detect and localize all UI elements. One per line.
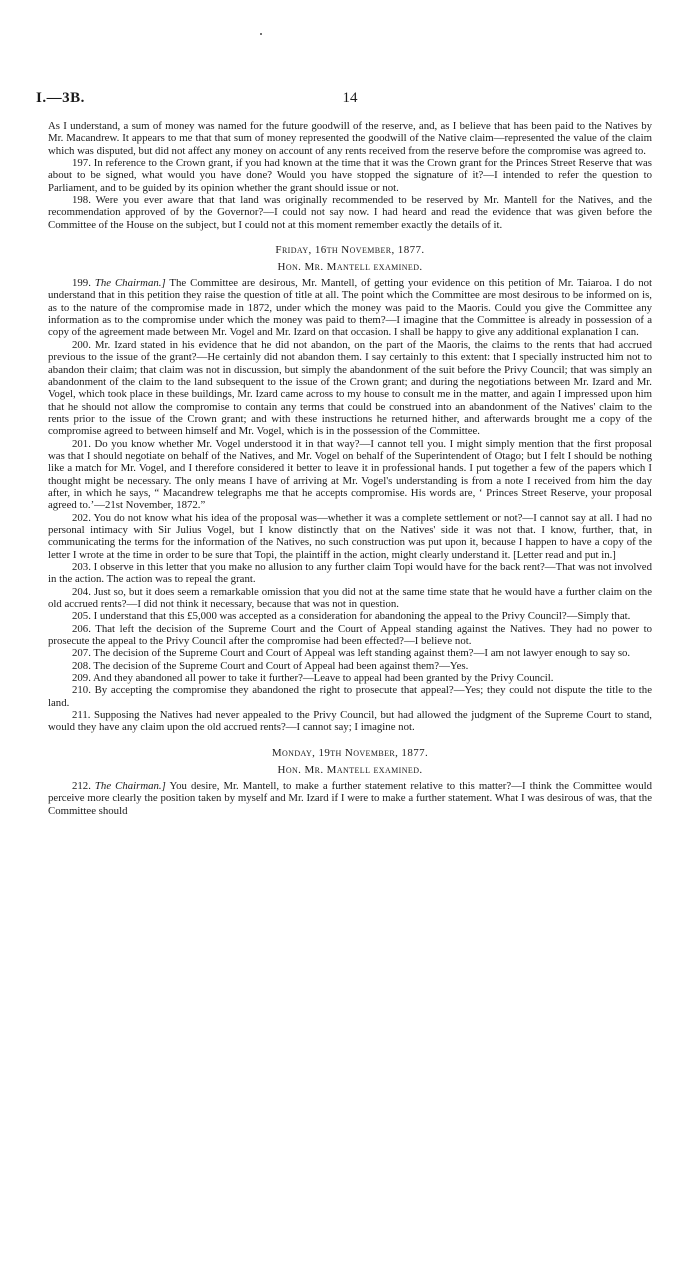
examined-label: Hon. Mr. Mantell examined. — [277, 261, 423, 274]
paragraph-number: 199. — [72, 277, 91, 290]
section-date-heading — [48, 747, 652, 760]
paragraph-199 — [48, 277, 652, 339]
date-19-november: Monday, 19th November, 1877. — [271, 746, 429, 759]
paragraph-208: 208. The decision of the Supreme Court and Court of Appeal had been against them?—Yes. — [72, 659, 469, 672]
page-header — [36, 88, 652, 110]
speaker-label: The Chairman.] — [94, 277, 166, 290]
document-page — [36, 88, 652, 817]
stray-mark — [260, 33, 262, 35]
examination-heading — [48, 764, 652, 777]
paragraph-continuation: As I understand, a sum of money was named for the future goodwill of the reserve, and, as I believe that has been paid to the Natives by Mr. Macandrew. It appears to me that that sum of money represented the goodwill of the Native claim—represented the value of the claim which was disputed, but did not affect any money on account of any rents received from the reserve before the compromise was agreed to. — [48, 120, 652, 157]
paragraph-212 — [48, 780, 652, 817]
paragraph-text: The Committee are desirous, Mr. Mantell, of getting your evidence on this petition of Mr. Taiaroa. I do not understand that in this petition they raise the question of title at all. The point which the Committee are most desirous to be informed on is, as to the nature of the compromise made in 1872, under which the money was paid to the Maoris. Could you give the Committee any information as to the compromise under which the money was paid to them?—I imagine that the Committee is already in possession of a copy of the agreement made between Mr. Vogel and Mr. Izard on that occasion. I shall be happy to give any additional explanation I can. — [48, 277, 652, 339]
paragraph-203: 203. I observe in this letter that you make no allusion to any further claim Topi would have for the back rent?—That was not involved in the action. The action was to repeal the grant. — [48, 561, 652, 586]
page-number: 14 — [342, 90, 358, 106]
paragraph-200: 200. Mr. Izard stated in his evidence that he did not abandon, on the part of the Maoris, the claims to the rents that had accrued previous to the issue of the grant?—He certainly did not abandon them. I say certainly to this extent: that I specially instructed him not to abandon their claim; that claim was not in discussion, but simply the abandonment of the suit before the Privy Council; that was simply an abandonment of the claim to the land subsequent to the issue of the Crown grant; and during the negotiations between Mr. Izard and Mr. Vogel, which took place in these buildings, Mr. Izard came across to my house to consult me in the matter, and again I impressed upon him that he should not allow the compromise to contain any terms that could be construed into an abandonment of the Natives' claim to the rents prior to the issue of the Crown grant; and with these instructions he returned hither, and afterwards brought me a copy of the compromise agreed to between himself and Mr. Vogel, which is in the possession of the Committee. — [48, 338, 652, 438]
examination-heading — [48, 261, 652, 274]
report-reference: I.—3B. — [36, 90, 85, 106]
paragraph-211: 211. Supposing the Natives had never appealed to the Privy Council, but had allowed the judgment of the Supreme Court to stand, would they have any claim upon the old accrued rents?—I cannot say; I imagine not. — [48, 709, 652, 734]
paragraph-202: 202. You do not know what his idea of the proposal was—whether it was a complete settlement or not?—I cannot say at all. I had no personal intimacy with Sir Julius Vogel, but I know distinctly that on the Natives' side it was not that. I know, further, that, in communicating the terms for the information of the Natives, no such construction was put upon it, because I happen to have a copy of the letter I wrote at the time in order to be sure that Topi, the plaintiff in the action, might clearly understand it. [Letter read and put in.] — [48, 511, 652, 561]
examined-label: Hon. Mr. Mantell examined. — [277, 763, 423, 776]
paragraph-text: You desire, Mr. Mantell, to make a further statement relative to this matter?—I think the Committee would perceive more clearly the position taken by myself and Mr. Izard if I were to make a further statement. What I was desirous of was, that the Committee should — [48, 779, 652, 817]
paragraph-207: 207. The decision of the Supreme Court and Court of Appeal was left standing against them?—I am not lawyer enough to say so. — [72, 647, 631, 660]
paragraph-204: 204. Just so, but it does seem a remarkable omission that you did not at the same time state that he would have a further claim on the old accrued rents?—I did not think it necessary, because that was not in question. — [48, 585, 652, 611]
section-date-heading — [48, 244, 652, 257]
paragraph-201: 201. Do you know whether Mr. Vogel understood it in that way?—I cannot tell you. I might simply mention that the first proposal was that I should negotiate on behalf of the Natives, and Mr. Vogel on behalf of the Superintendent of Otago; but I felt I should be nothing like a match for Mr. Vogel, and I therefore considered it better to leave it in professional hands. I put together a few of the papers which I thought might be necessary. The only means I have of arriving at Mr. Vogel's understanding is from a note I received from him the day after, in which he says, “ Macandrew telegraphs me that he accepts compromise. His words are, ‘ Princes Street Reserve, your proposal agreed to.’—21st November, 1872.” — [48, 437, 652, 512]
date-16-november: Friday, 16th November, 1877. — [275, 244, 425, 257]
paragraph-205: 205. I understand that this £5,000 was accepted as a consideration for abandoning the appeal to the Privy Council?—Simply that. — [72, 610, 631, 623]
paragraph-209: 209. And they abandoned all power to take it further?—Leave to appeal had been granted by the Privy Council. — [72, 672, 554, 685]
body-text — [48, 120, 652, 817]
paragraph-number: 212. — [72, 779, 91, 792]
speaker-label: The Chairman.] — [94, 779, 166, 792]
paragraph-210: 210. By accepting the compromise they abandoned the right to prosecute that appeal?—Yes; they could not dispute the title to the land. — [48, 684, 652, 709]
paragraph-206: 206. That left the decision of the Supreme Court and the Court of Appeal standing against the Natives. They had no power to prosecute the appeal to the Privy Council after the compromise had been effected?—I believe not. — [48, 622, 652, 648]
paragraph-197: 197. In reference to the Crown grant, if you had known at the time that it was the Crown grant for the Princes Street Reserve that was about to be signed, what would you have done? Would you have stopped the signature of it?—I intended to refer the question to Parliament, and to be guided by its opinion whether the grant should issue or not. — [48, 157, 652, 194]
paragraph-198: 198. Were you ever aware that that land was originally recommended to be reserved by Mr. Mantell for the Natives, and the recommendation approved of by the Governor?—I could not say now. I had heard and read the evidence that was given before the Committee of the House on the subject, but I could not at this moment remember exactly the details of it. — [48, 194, 652, 231]
